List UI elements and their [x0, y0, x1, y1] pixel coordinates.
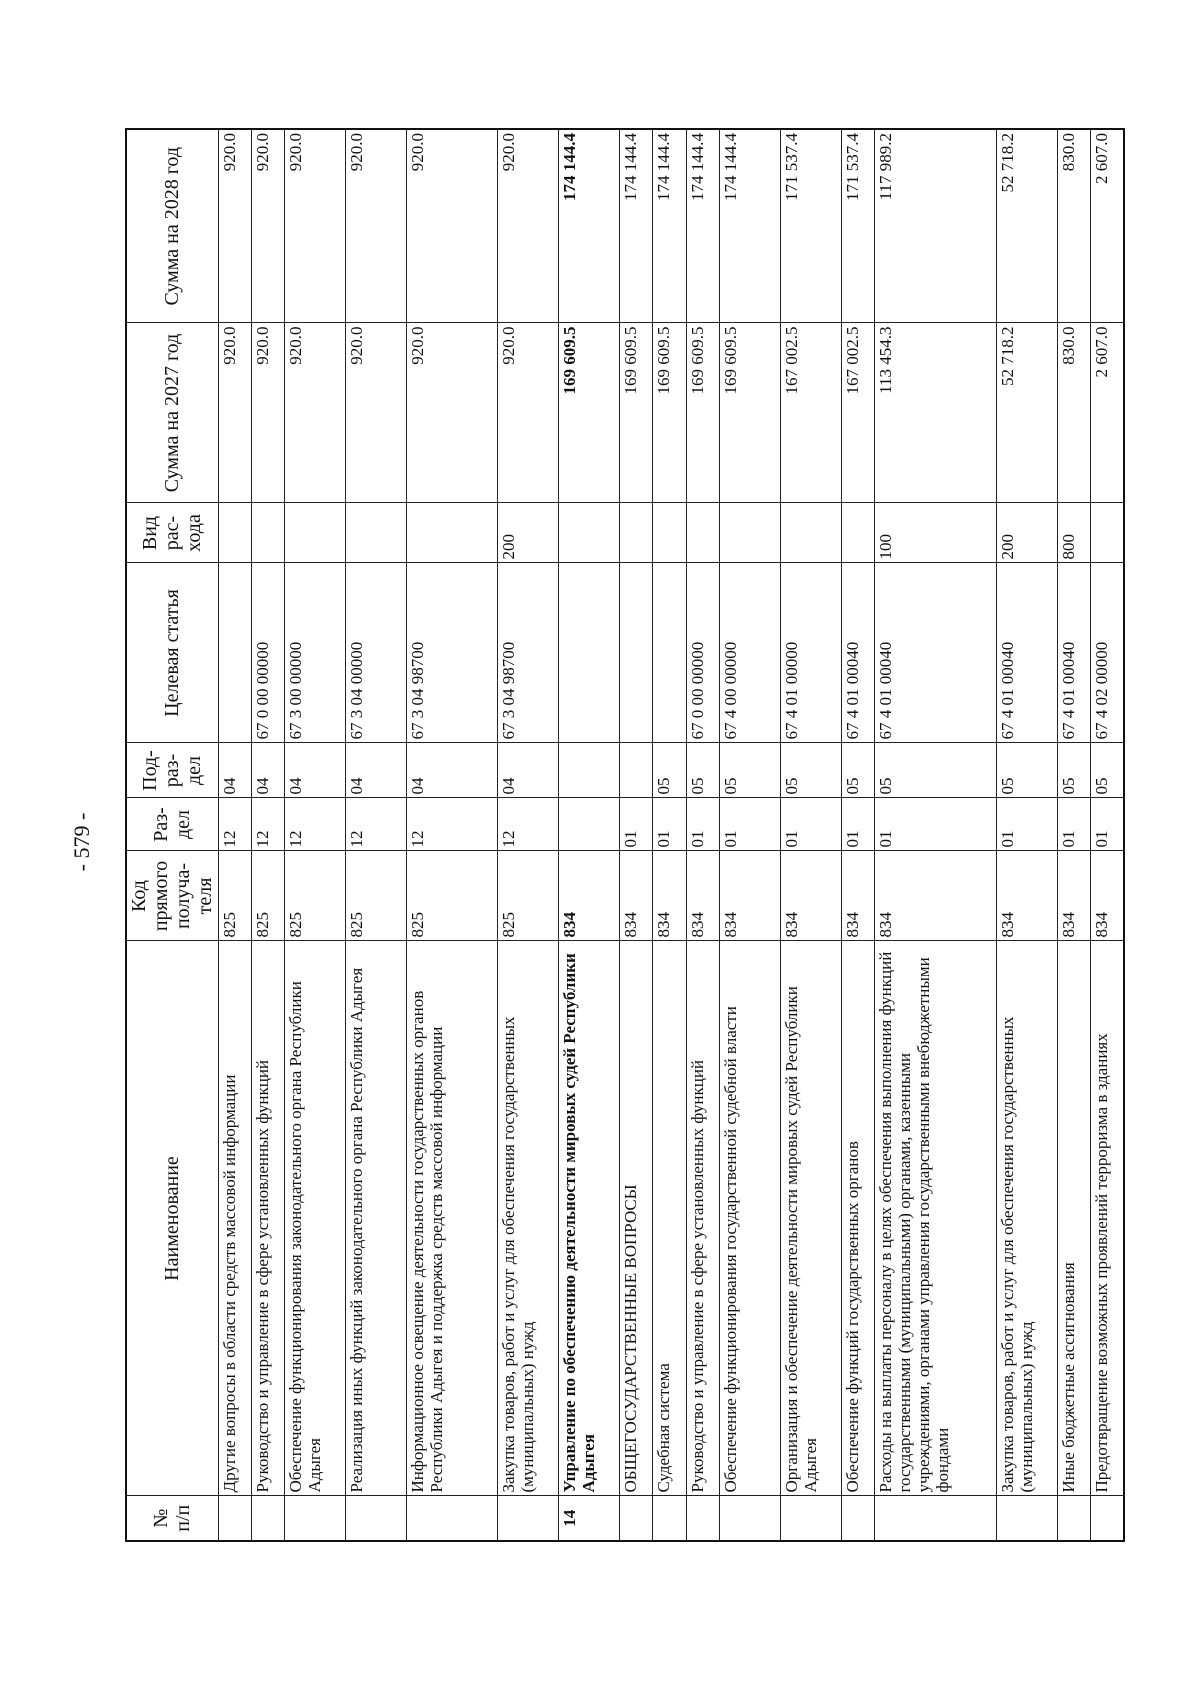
row-name: Иные бюджетные ассигнования [1057, 941, 1090, 1496]
row-recipient-code: 825 [284, 851, 345, 941]
row-subsection: 05 [1091, 743, 1124, 798]
row-subsection: 05 [841, 743, 874, 798]
row-recipient-code: 825 [218, 851, 251, 941]
row-sum-2028: 920.0 [218, 129, 251, 323]
row-recipient-code: 834 [1057, 851, 1090, 941]
row-section: 12 [218, 798, 251, 851]
row-recipient-code: 825 [345, 851, 406, 941]
row-recipient-code: 834 [559, 851, 620, 941]
table-row [780, 129, 841, 1541]
row-subsection: 04 [406, 743, 497, 798]
row-name: Закупка товаров, работ и услуг для обеспечения государственных (муниципальных) нужд [498, 941, 559, 1496]
row-sum-2028: 174 144.4 [719, 129, 780, 323]
table-row [559, 129, 620, 1541]
row-target-article [620, 563, 653, 743]
row-target-article [559, 563, 620, 743]
row-name: Расходы на выплаты персоналу в целях обеспечения выполнения функций государственными (муниципальными) органами, казенными учреждениями, органами управления государственными внебюджетными фондами [875, 941, 997, 1496]
row-section: 01 [719, 798, 780, 851]
row-section: 01 [875, 798, 997, 851]
row-section: 12 [284, 798, 345, 851]
row-name: Закупка товаров, работ и услуг для обеспечения государственных (муниципальных) нужд [996, 941, 1057, 1496]
row-num [284, 1496, 345, 1541]
row-recipient-code: 834 [719, 851, 780, 941]
row-sum-2028: 920.0 [345, 129, 406, 323]
row-expense-type: 100 [875, 503, 997, 563]
row-target-article: 67 4 01 00040 [1057, 563, 1090, 743]
table-row [686, 129, 719, 1541]
row-num [653, 1496, 686, 1541]
row-expense-type: 800 [1057, 503, 1090, 563]
row-section: 01 [996, 798, 1057, 851]
row-name: Обеспечение функций государственных органов [841, 941, 874, 1496]
row-recipient-code: 834 [875, 851, 997, 941]
table-header-row [126, 129, 218, 1541]
row-expense-type [719, 503, 780, 563]
row-target-article: 67 3 04 98700 [406, 563, 497, 743]
row-num [498, 1496, 559, 1541]
row-recipient-code: 834 [686, 851, 719, 941]
table-row [875, 129, 997, 1541]
row-target-article: 67 4 01 00040 [841, 563, 874, 743]
row-expense-type: 200 [996, 503, 1057, 563]
row-name: Другие вопросы в области средств массовой информации [218, 941, 251, 1496]
row-sum-2028: 920.0 [406, 129, 497, 323]
row-target-article [653, 563, 686, 743]
row-sum-2027: 2 607.0 [1091, 323, 1124, 503]
row-section: 01 [653, 798, 686, 851]
row-sum-2028: 2 607.0 [1091, 129, 1124, 323]
row-name: Обеспечение функционирования законодательного органа Республики Адыгея [284, 941, 345, 1496]
header-expense-type: Вид рас-хода [126, 503, 218, 563]
row-sum-2028: 171 537.4 [780, 129, 841, 323]
row-name: Судебная система [653, 941, 686, 1496]
row-subsection: 05 [996, 743, 1057, 798]
row-num [218, 1496, 251, 1541]
row-section: 12 [251, 798, 284, 851]
row-subsection: 04 [218, 743, 251, 798]
row-subsection: 04 [345, 743, 406, 798]
row-subsection: 05 [653, 743, 686, 798]
row-sum-2027: 169 609.5 [620, 323, 653, 503]
table-row [251, 129, 284, 1541]
budget-table-container [125, 130, 1125, 1542]
row-expense-type [218, 503, 251, 563]
row-target-article: 67 4 00 00000 [719, 563, 780, 743]
row-subsection: 04 [251, 743, 284, 798]
row-sum-2028: 920.0 [251, 129, 284, 323]
table-row [1057, 129, 1090, 1541]
row-sum-2028: 174 144.4 [686, 129, 719, 323]
table-row [996, 129, 1057, 1541]
header-section: Раз-дел [126, 798, 218, 851]
table-row [345, 129, 406, 1541]
row-recipient-code: 834 [1091, 851, 1124, 941]
row-sum-2027: 52 718.2 [996, 323, 1057, 503]
table-row [406, 129, 497, 1541]
row-target-article: 67 4 01 00000 [780, 563, 841, 743]
row-sum-2027: 920.0 [218, 323, 251, 503]
row-sum-2028: 117 989.2 [875, 129, 997, 323]
row-sum-2027: 920.0 [251, 323, 284, 503]
header-num: № п/п [126, 1496, 218, 1541]
row-target-article: 67 4 01 00040 [875, 563, 997, 743]
row-name: Обеспечение функционирования государственной судебной власти [719, 941, 780, 1496]
row-subsection: 05 [780, 743, 841, 798]
row-target-article: 67 0 00 00000 [686, 563, 719, 743]
row-sum-2028: 174 144.4 [653, 129, 686, 323]
row-recipient-code: 825 [406, 851, 497, 941]
row-expense-type [345, 503, 406, 563]
row-subsection: 05 [719, 743, 780, 798]
row-target-article: 67 3 04 00000 [345, 563, 406, 743]
row-section: 12 [406, 798, 497, 851]
row-sum-2027: 169 609.5 [653, 323, 686, 503]
row-section: 01 [780, 798, 841, 851]
row-sum-2028: 830.0 [1057, 129, 1090, 323]
row-subsection: 05 [875, 743, 997, 798]
table-row [218, 129, 251, 1541]
row-sum-2027: 167 002.5 [780, 323, 841, 503]
row-sum-2028: 920.0 [284, 129, 345, 323]
row-sum-2027: 920.0 [284, 323, 345, 503]
row-target-article [218, 563, 251, 743]
row-recipient-code: 834 [653, 851, 686, 941]
table-row [620, 129, 653, 1541]
row-sum-2027: 169 609.5 [686, 323, 719, 503]
row-expense-type [559, 503, 620, 563]
header-recipient: Код прямого получа-теля [126, 851, 218, 941]
row-name: Организация и обеспечение деятельности мировых судей Республики Адыгея [780, 941, 841, 1496]
table-row [498, 129, 559, 1541]
row-subsection: 04 [284, 743, 345, 798]
row-num [1091, 1496, 1124, 1541]
row-recipient-code: 834 [996, 851, 1057, 941]
row-expense-type [780, 503, 841, 563]
row-section: 12 [498, 798, 559, 851]
row-section: 12 [345, 798, 406, 851]
row-sum-2027: 169 609.5 [719, 323, 780, 503]
row-sum-2028: 174 144.4 [559, 129, 620, 323]
row-recipient-code: 834 [841, 851, 874, 941]
row-num [251, 1496, 284, 1541]
header-sum-2028: Сумма на 2028 год [126, 129, 218, 323]
row-sum-2028: 920.0 [498, 129, 559, 323]
row-subsection [559, 743, 620, 798]
row-expense-type: 200 [498, 503, 559, 563]
row-num [996, 1496, 1057, 1541]
row-sum-2027: 830.0 [1057, 323, 1090, 503]
table-body [218, 129, 1124, 1541]
row-section: 01 [620, 798, 653, 851]
row-sum-2028: 174 144.4 [620, 129, 653, 323]
header-subsection: Под-раз-дел [126, 743, 218, 798]
row-name: Информационное освещение деятельности государственных органов Республики Адыгея и поддержка средств массовой информации [406, 941, 497, 1496]
table-row [653, 129, 686, 1541]
row-sum-2027: 167 002.5 [841, 323, 874, 503]
table-row [841, 129, 874, 1541]
row-section: 01 [686, 798, 719, 851]
row-subsection: 05 [1057, 743, 1090, 798]
row-section: 01 [841, 798, 874, 851]
row-sum-2028: 171 537.4 [841, 129, 874, 323]
row-expense-type [841, 503, 874, 563]
row-target-article: 67 4 01 00040 [996, 563, 1057, 743]
row-name: Руководство и управление в сфере установленных функций [686, 941, 719, 1496]
row-sum-2027: 113 454.3 [875, 323, 997, 503]
row-sum-2028: 52 718.2 [996, 129, 1057, 323]
row-sum-2027: 920.0 [345, 323, 406, 503]
row-expense-type [686, 503, 719, 563]
row-num [875, 1496, 997, 1541]
row-recipient-code: 834 [780, 851, 841, 941]
row-expense-type [284, 503, 345, 563]
row-expense-type [406, 503, 497, 563]
row-name: Предотвращение возможных проявлений терроризма в зданиях [1091, 941, 1124, 1496]
page-number: - 579 - [69, 812, 94, 872]
row-expense-type [251, 503, 284, 563]
row-name: Управление по обеспечению деятельности мировых судей Республики Адыгея [559, 941, 620, 1496]
row-name: Реализация иных функций законодательного органа Республики Адыгея [345, 941, 406, 1496]
row-name: ОБЩЕГОСУДАРСТВЕННЫЕ ВОПРОСЫ [620, 941, 653, 1496]
row-target-article: 67 0 00 00000 [251, 563, 284, 743]
row-num [620, 1496, 653, 1541]
row-section: 01 [1057, 798, 1090, 851]
row-subsection [620, 743, 653, 798]
header-target: Целевая статья [126, 563, 218, 743]
table-row [284, 129, 345, 1541]
row-num [345, 1496, 406, 1541]
row-num: 14 [559, 1496, 620, 1541]
row-sum-2027: 920.0 [406, 323, 497, 503]
row-num [686, 1496, 719, 1541]
table-row [719, 129, 780, 1541]
row-target-article: 67 3 00 00000 [284, 563, 345, 743]
row-expense-type [653, 503, 686, 563]
row-section [559, 798, 620, 851]
row-target-article: 67 4 02 00000 [1091, 563, 1124, 743]
row-num [719, 1496, 780, 1541]
row-num [1057, 1496, 1090, 1541]
row-num [780, 1496, 841, 1541]
row-expense-type [620, 503, 653, 563]
row-target-article: 67 3 04 98700 [498, 563, 559, 743]
row-num [406, 1496, 497, 1541]
row-subsection: 04 [498, 743, 559, 798]
row-recipient-code: 834 [620, 851, 653, 941]
row-sum-2027: 169 609.5 [559, 323, 620, 503]
row-name: Руководство и управление в сфере установленных функций [251, 941, 284, 1496]
row-expense-type [1091, 503, 1124, 563]
row-subsection: 05 [686, 743, 719, 798]
row-recipient-code: 825 [498, 851, 559, 941]
row-recipient-code: 825 [251, 851, 284, 941]
table-row [1091, 129, 1124, 1541]
row-sum-2027: 920.0 [498, 323, 559, 503]
header-name: Наименование [126, 941, 218, 1496]
header-sum-2027: Сумма на 2027 год [126, 323, 218, 503]
row-num [841, 1496, 874, 1541]
budget-table [125, 128, 1125, 1542]
row-section: 01 [1091, 798, 1124, 851]
